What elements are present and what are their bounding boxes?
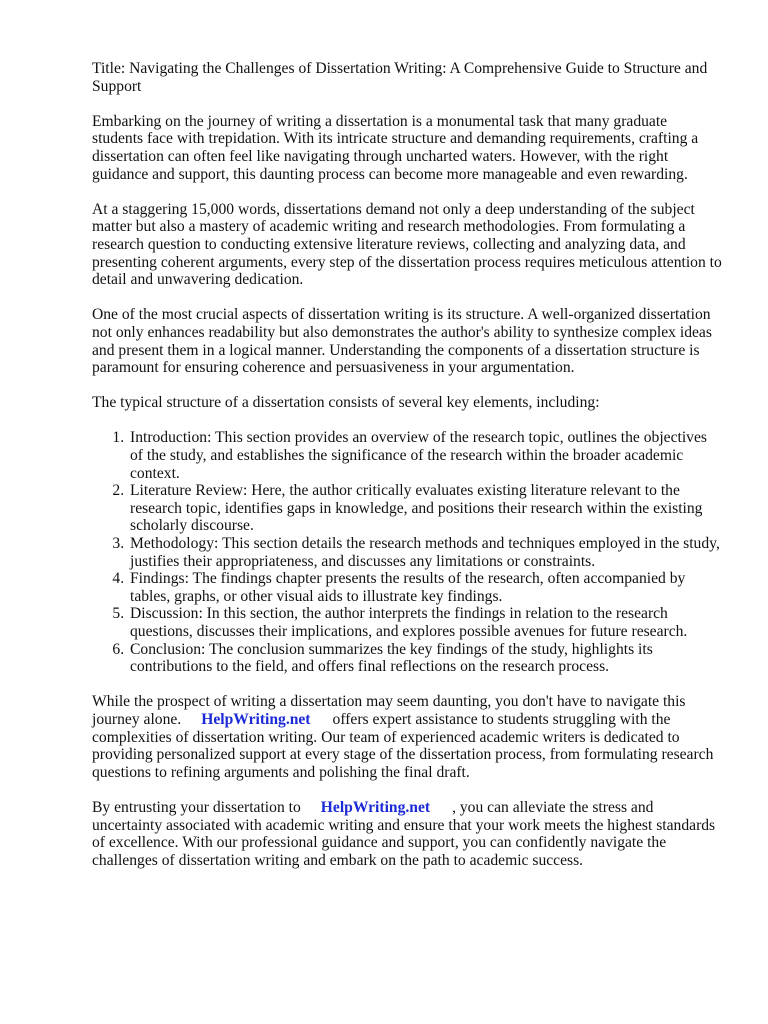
- helpwriting-link-closing[interactable]: HelpWriting.net: [320, 798, 431, 816]
- help-text-after: offers expert assistance to students struggling with the complexities of dissertation writing. Our team of experienced academic writers is dedicated to providing personalized support at every stage of the dissertation process, from formulating research questions to refining arguments and polishing the final draft.: [92, 710, 714, 781]
- list-item: 6. Conclusion: The conclusion summarizes the key findings of the study, highlights its contributions to the field, and offers final reflections on the research process.: [128, 641, 722, 676]
- document-title: Title: Navigating the Challenges of Dissertation Writing: A Comprehensive Guide to Structure and Support: [92, 60, 708, 95]
- list-item: 3. Methodology: This section details the research methods and techniques employed in the study, justifies their appropriateness, and discusses any limitations or constraints.: [128, 535, 722, 570]
- help-paragraph: [92, 693, 722, 781]
- list-item: 2. Literature Review: Here, the author critically evaluates existing literature relevant to the research topic, identifies gaps in knowledge, and positions their research within the existing scholarly discourse.: [128, 482, 722, 535]
- closing-paragraph: [92, 799, 722, 869]
- intro-paragraph: Embarking on the journey of writing a dissertation is a monumental task that many graduate students face with trepidation. With its intricate structure and demanding requirements, crafting a dissertation can often feel like navigating through uncharted waters. However, with the right guidance and support, this daunting process can become more manageable and even rewarding.: [92, 112, 699, 183]
- structure-lead-paragraph: The typical structure of a dissertation consists of several key elements, including:: [92, 394, 600, 412]
- list-item: 1. Introduction: This section provides an overview of the research topic, outlines the objectives of the study, and establishes the significance of the research within the broader academic context.: [128, 429, 722, 482]
- structure-importance-paragraph: One of the most crucial aspects of dissertation writing is its structure. A well-organized dissertation not only enhances readability but also demonstrates the author's ability to synthesize complex ideas and present them in a logical manner. Understanding the components of a dissertation structure is paramount for ensuring coherence and persuasiveness in your argumentation.: [92, 306, 712, 377]
- structure-list: [92, 429, 722, 675]
- help-text-before: While the prospect of writing a dissertation may seem daunting, you don't have to navigate this journey alone.: [92, 693, 686, 728]
- closing-text-after: , you can alleviate the stress and uncertainty associated with academic writing and ensure that your work meets the highest standards of excellence. With our professional guidance and support, you can confidently navigate the challenges of dissertation writing and embark on the path to academic success.: [92, 798, 716, 869]
- closing-text-before: By entrusting your dissertation to: [92, 798, 301, 816]
- document-page: [92, 60, 722, 887]
- helpwriting-link[interactable]: HelpWriting.net: [201, 710, 311, 728]
- list-item: 5. Discussion: In this section, the author interprets the findings in relation to the research questions, discusses their implications, and explores possible avenues for future research.: [128, 605, 722, 640]
- word-count-paragraph: At a staggering 15,000 words, dissertations demand not only a deep understanding of the subject matter but also a mastery of academic writing and research methodologies. From formulating a research question to conducting extensive literature reviews, collecting and analyzing data, and presenting coherent arguments, every step of the dissertation process requires meticulous attention to detail and unwavering dedication.: [92, 200, 722, 289]
- list-item: 4. Findings: The findings chapter presents the results of the research, often accompanied by tables, graphs, or other visual aids to illustrate key findings.: [128, 570, 722, 605]
